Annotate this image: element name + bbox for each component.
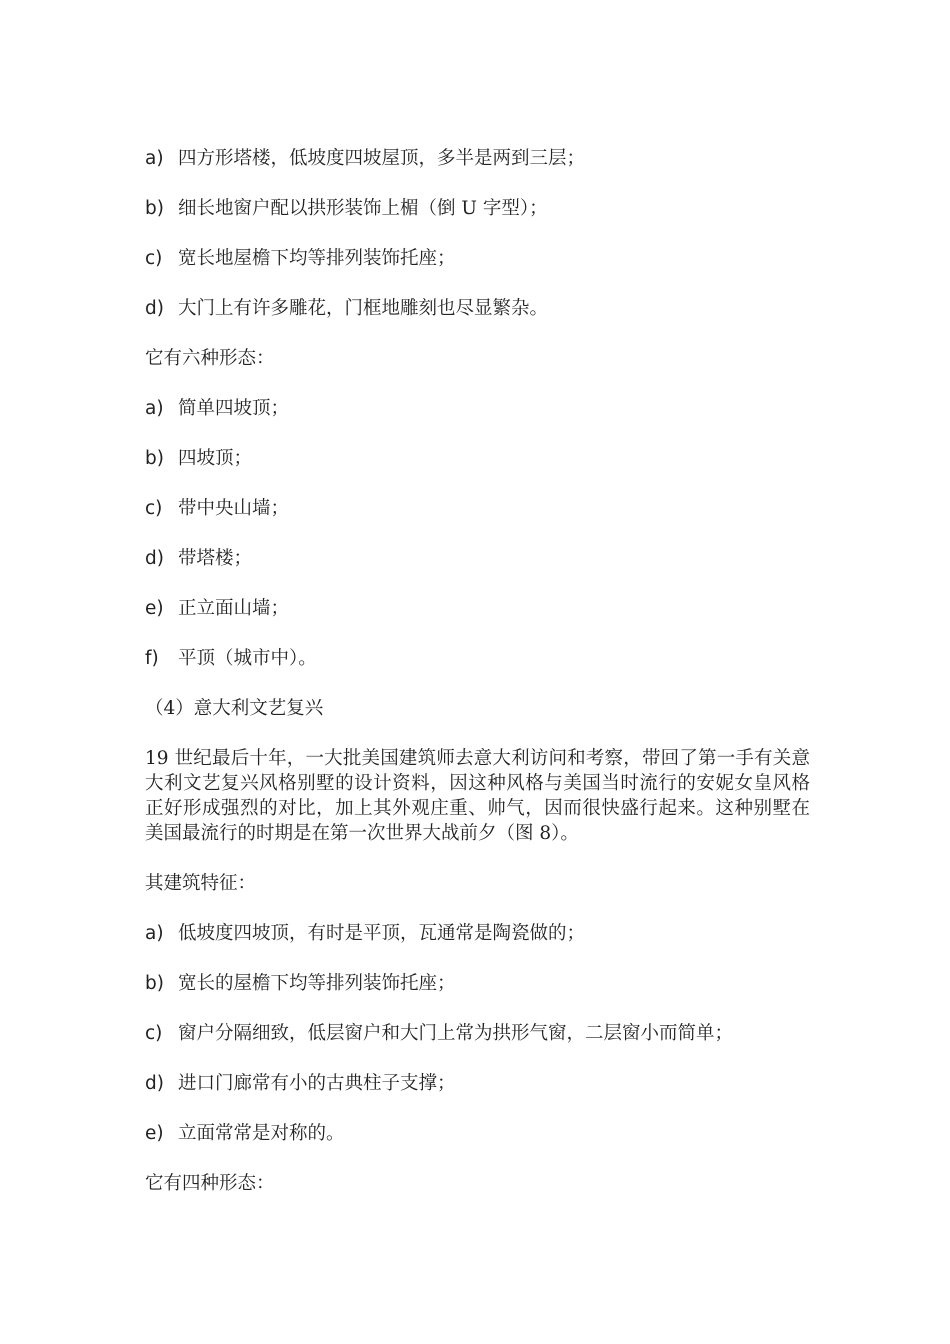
list-marker: c) [145, 248, 163, 269]
list-item-text: 窗户分隔细致，低层窗户和大门上常为拱形气窗，二层窗小而简单； [178, 1023, 734, 1044]
list-item-text: 宽长的屋檐下均等排列装饰托座； [178, 973, 456, 994]
list-item-text: 宽长地屋檐下均等排列装饰托座； [178, 248, 456, 269]
list-marker: c) [145, 498, 163, 519]
list-item-text: 简单四坡顶； [178, 398, 290, 419]
forms-intro-paragraph: 它有六种形态： [145, 348, 275, 369]
features-intro-paragraph: 其建筑特征： [145, 873, 257, 894]
list-item-text: 大门上有许多雕花，门框地雕刻也尽显繁杂。 [178, 298, 549, 319]
list-item-text: 正立面山墙； [178, 598, 290, 619]
list-item [145, 921, 810, 946]
section-heading: （4）意大利文艺复兴 [145, 698, 324, 719]
list-marker: c) [145, 1023, 163, 1044]
list-item-text: 带中央山墙； [178, 498, 290, 519]
list-marker: e) [145, 1123, 164, 1144]
list-item [145, 646, 810, 671]
list-item [145, 246, 810, 271]
list-marker: a) [145, 923, 164, 944]
list-item-text: 四坡顶； [178, 448, 253, 469]
body-paragraph: 19 世纪最后十年，一大批美国建筑师去意大利访问和考察，带回了第一手有关意大利文艺复兴风格别墅的设计资料，因这种风格与美国当时流行的安妮女皇风格正好形成强烈的对比，加上其外观庄重、帅气，因而很快盛行起来。这种别墅在美国最流行的时期是在第一次世界大战前夕（图 8）。 [145, 748, 810, 844]
list-item [145, 446, 810, 471]
list-item [145, 546, 810, 571]
list-marker: b) [145, 198, 164, 219]
list-item-text: 细长地窗户配以拱形装饰上楣（倒 U 字型）； [178, 198, 548, 219]
list-marker: b) [145, 973, 164, 994]
list-marker: e) [145, 598, 164, 619]
list-item [145, 596, 810, 621]
list-item [145, 971, 810, 996]
list-marker: f) [145, 648, 159, 669]
list-item [145, 146, 810, 171]
list-item-text: 带塔楼； [178, 548, 253, 569]
list-item [145, 296, 810, 321]
list-item [145, 1021, 810, 1046]
list-marker: d) [145, 548, 164, 569]
list-item [145, 1071, 810, 1096]
list-item-text: 立面常常是对称的。 [178, 1123, 345, 1144]
list-marker: a) [145, 398, 164, 419]
forms-intro-paragraph: 它有四种形态： [145, 1173, 275, 1194]
list-item [145, 496, 810, 521]
list-item-text: 低坡度四坡顶，有时是平顶，瓦通常是陶瓷做的； [178, 923, 586, 944]
list-item-text: 平顶（城市中）。 [178, 648, 317, 669]
list-marker: a) [145, 148, 164, 169]
list-item-text: 四方形塔楼，低坡度四坡屋顶，多半是两到三层； [178, 148, 586, 169]
list-item [145, 196, 810, 221]
list-item [145, 1121, 810, 1146]
document-body [145, 146, 810, 1221]
list-item-text: 进口门廊常有小的古典柱子支撑； [178, 1073, 456, 1094]
list-item [145, 396, 810, 421]
list-marker: d) [145, 1073, 164, 1094]
list-marker: b) [145, 448, 164, 469]
list-marker: d) [145, 298, 164, 319]
